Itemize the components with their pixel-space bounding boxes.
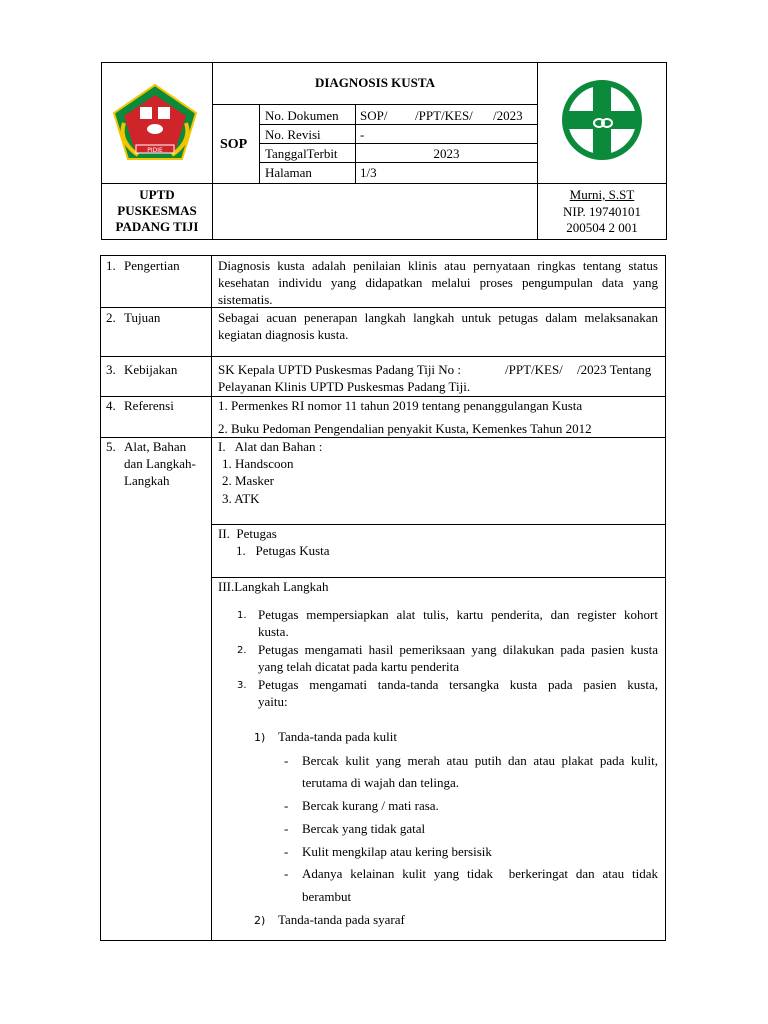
no-revisi-value: - (360, 127, 365, 142)
sop-label: SOP (220, 137, 248, 152)
tujuan-line-2: kegiatan diagnosis kusta. (218, 327, 349, 342)
section-1-number: 1. (106, 258, 116, 273)
section-1-label: Pengertian (124, 258, 180, 273)
no-dokumen-part-3: /2023 (493, 108, 523, 123)
kebijakan-line-1-part-1: SK Kepala UPTD Puskesmas Padang Tiji No : (218, 362, 462, 377)
sign-2-line-1: Bercak kurang / mati rasa. (302, 798, 439, 813)
signs-2-title: Tanda-tanda pada syaraf (278, 912, 405, 927)
section-5-number: 5. (106, 439, 116, 454)
section-5-label-line-2: dan Langkah- (124, 456, 196, 471)
signs-1-title: Tanda-tanda pada kulit (278, 729, 397, 744)
pengertian-line-2: kesehatan individu yang didapatkan melalui proses pengumpulan data yang (218, 275, 658, 290)
no-dokumen-part-1: SOP/ (360, 108, 388, 123)
tanggal-terbit-value: 2023 (433, 146, 460, 161)
signs-1-number: 1) (254, 731, 266, 744)
step-2-number: 2. (237, 645, 247, 656)
sign-4-dash: - (284, 844, 289, 859)
no-revisi-label: No. Revisi (265, 127, 321, 142)
alat-item-2: 2. Masker (222, 473, 274, 488)
step-2-line-1: Petugas mengamati hasil pemeriksaan yang dilakukan pada pasien kusta (258, 642, 658, 657)
section-4-number: 4. (106, 398, 116, 413)
tanggal-terbit-label: TanggalTerbit (265, 146, 338, 161)
sign-5-line-1: Adanya kelainan kulit yang tidak berkeringat dan atau tidak (302, 866, 658, 881)
sign-3-dash: - (284, 821, 289, 836)
sign-2-dash: - (284, 798, 289, 813)
step-3-line-2: yaitu: (258, 694, 288, 709)
puskesmas-pidie-logo (110, 83, 200, 161)
alat-bahan-title: I. Alat dan Bahan : (218, 439, 323, 454)
health-cross-logo (560, 78, 644, 162)
alat-item-3: 3. ATK (222, 491, 260, 506)
tujuan-line-1: Sebagai acuan penerapan langkah langkah untuk petugas dalam melaksanakan (218, 310, 658, 325)
step-3-line-1: Petugas mengamati tanda-tanda tersangka kusta pada pasien kusta, (258, 677, 658, 692)
step-1-line-2: kusta. (258, 624, 289, 639)
step-1-number: 1. (237, 610, 247, 621)
referensi-item-1: 1. Permenkes RI nomor 11 tahun 2019 tentang penanggulangan Kusta (218, 398, 583, 413)
step-3-number: 3. (237, 680, 247, 691)
halaman-label: Halaman (265, 165, 312, 180)
org-line-1: UPTD (139, 187, 175, 202)
sign-5-dash: - (284, 866, 289, 881)
sign-1-line-1: Bercak kulit yang merah atau putih dan atau plakat pada kulit, (302, 753, 658, 768)
alat-item-1: 1. Handscoon (222, 456, 294, 471)
sign-5-line-2: berambut (302, 889, 352, 904)
document-title: DIAGNOSIS KUSTA (314, 75, 436, 90)
pengertian-line-3: sistematis. (218, 292, 273, 307)
no-dokumen-label: No. Dokumen (265, 108, 339, 123)
signer-nip-1: NIP. 19740101 (562, 204, 641, 219)
referensi-item-2: 2. Buku Pedoman Pengendalian penyakit Kusta, Kemenkes Tahun 2012 (218, 421, 592, 436)
signer-name: Murni, S.ST (569, 187, 635, 202)
signer-nip-2: 200504 2 001 (566, 220, 638, 235)
kebijakan-line-1-part-3: /2023 Tentang (577, 362, 652, 377)
kebijakan-line-1-part-2: /PPT/KES/ (505, 362, 563, 377)
step-1-line-1: Petugas mempersiapkan alat tulis, kartu penderita, dan register kohort (258, 607, 658, 622)
section-4-label: Referensi (124, 398, 174, 413)
sign-1-line-2: terutama di wajah dan telinga. (302, 775, 460, 790)
logo-left-text: PIDIE (147, 147, 163, 154)
sign-4-line-1: Kulit mengkilap atau kering bersisik (302, 844, 492, 859)
step-2-line-2: yang telah dicatat pada kartu penderita (258, 659, 460, 674)
section-5-label-line-3: Langkah (124, 473, 170, 488)
langkah-title: III.Langkah Langkah (218, 579, 329, 594)
org-line-2: PUSKESMAS (117, 203, 197, 218)
sign-3-line-1: Bercak yang tidak gatal (302, 821, 426, 836)
sign-1-dash: - (284, 753, 289, 768)
section-2-label: Tujuan (124, 310, 161, 325)
section-3-number: 3. (106, 362, 116, 377)
section-5-label-line-1: Alat, Bahan (124, 439, 187, 454)
section-3-label: Kebijakan (124, 362, 178, 377)
kebijakan-line-2: Pelayanan Klinis UPTD Puskesmas Padang Tiji. (218, 379, 471, 394)
signs-2-number: 2) (254, 914, 266, 927)
section-2-number: 2. (106, 310, 116, 325)
no-dokumen-part-2: /PPT/KES/ (415, 108, 473, 123)
petugas-title: II. Petugas (218, 526, 277, 541)
org-line-3: PADANG TIJI (115, 219, 199, 234)
pengertian-line-1: Diagnosis kusta adalah penilaian klinis atau pernyataan ringkas tentang status (218, 258, 658, 273)
halaman-value: 1/3 (360, 165, 377, 180)
petugas-item-1: 1. Petugas Kusta (236, 543, 330, 558)
